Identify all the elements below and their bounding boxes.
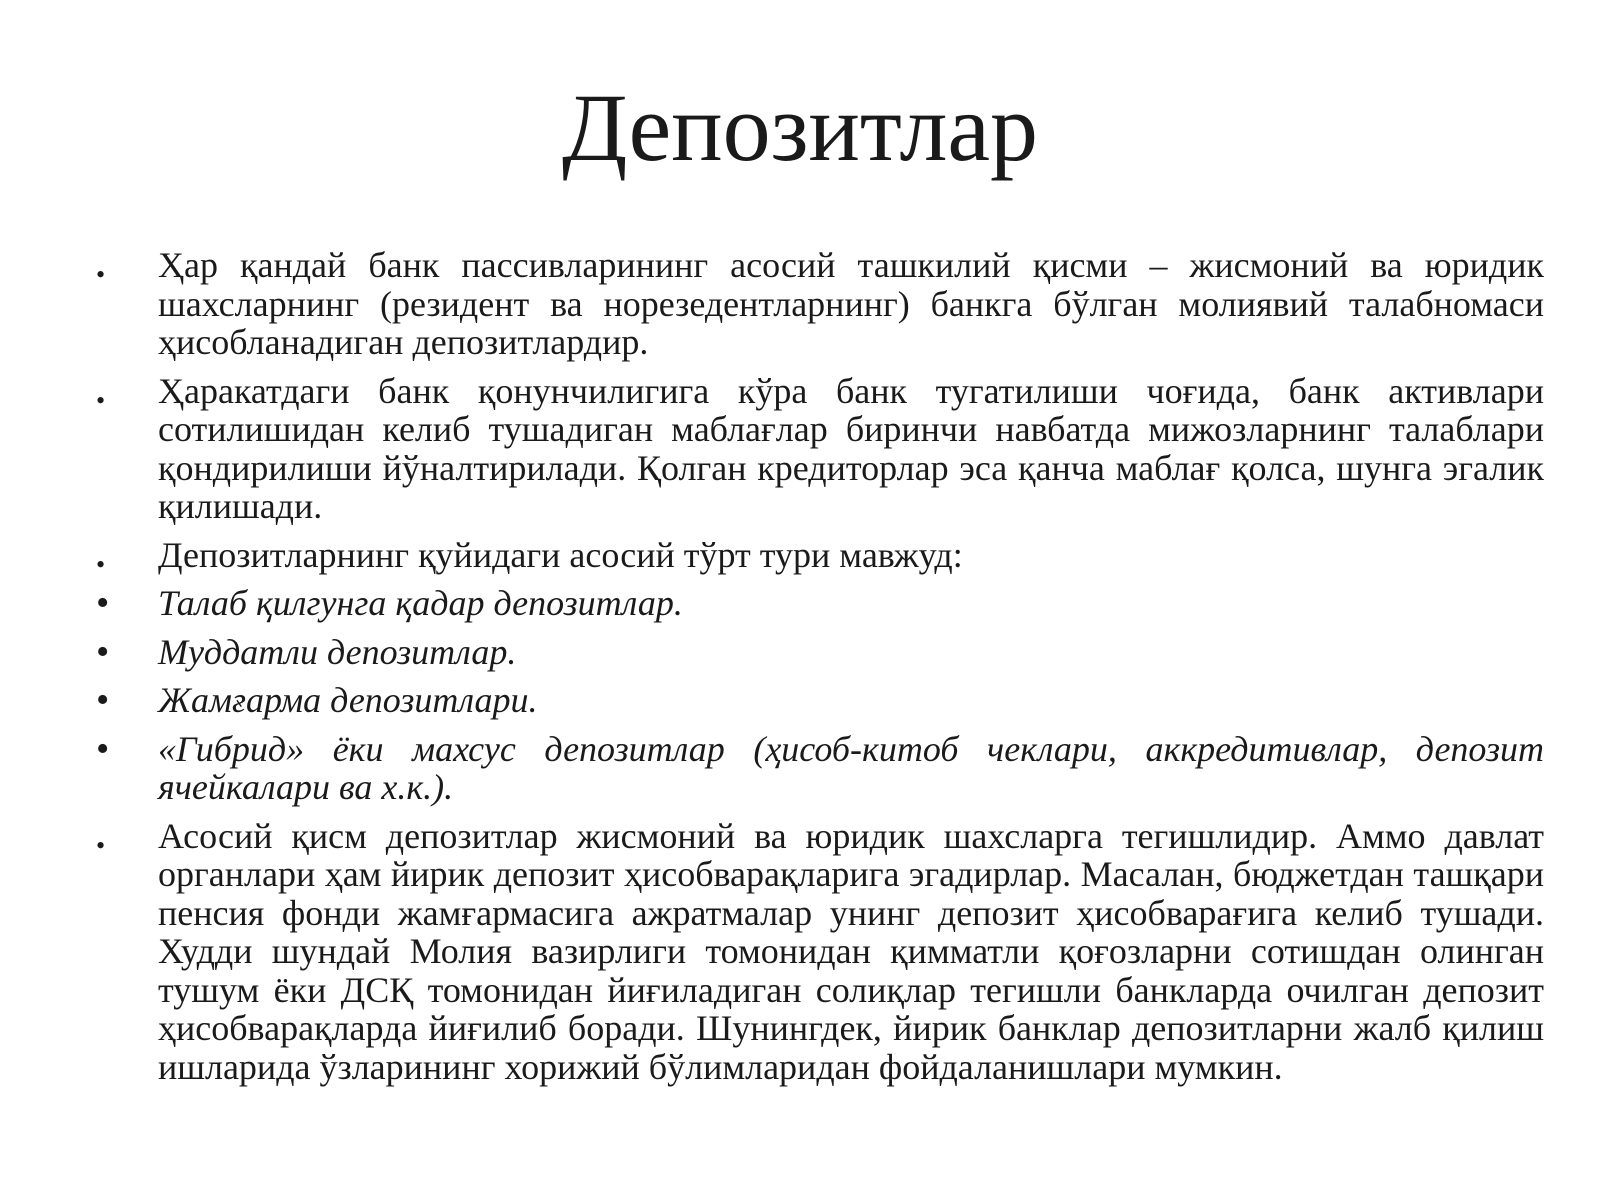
item-text: Ҳаракатдаги банк қонунчилигига кўра банк тугатилиши чоғида, банк активлари сотилишидан келиб тушадиган маблағлар биринчи навбатда мижозларнинг талаблари қондирилиши йўналтирилади. Қолган кредиторлар эса қанча маблағ қолса, шунга эгалик қилишади. [158,370,1544,526]
item-text: Жамғарма депозитлари. [158,680,538,720]
bullet-icon [96,536,136,579]
bullet-icon [96,817,136,860]
bullet-icon [96,633,136,672]
list-item [96,730,1544,807]
item-text: Асосий қисм депозитлар жисмоний ва юридик шахсларга тегишлидир. Аммо давлат органлари ҳам йирик депозит ҳисобварақларига эгадирлар. Масалан, бюджетдан ташқари пенсия фонди жамғармасига ажратмалар унинг депозит ҳисобварағига келиб тушади. Худди шундай Молия вазирлиги томонидан қимматли қоғозларни сотишдан олинган тушум ёки ДСҚ томонидан йиғиладиган солиқлар тегишли банкларда очилган депозит ҳисобварақларда йиғилиб боради. Шунингдек, йирик банклар депозитларни жалб қилиш ишларида ўзларининг хорижий бўлимларидан фойдаланишлари мумкин. [158,815,1544,1087]
list-item [96,633,1544,672]
item-text: Талаб қилгунга қадар депозитлар. [158,583,683,623]
bullet-list [96,246,1544,1096]
item-text: Ҳар қандай банк пассивларининг асосий ташкилий қисми – жисмоний ва юридик шахсларнинг (резидент ва норезедентларнинг) банкга бўлган молиявий талабномаси ҳисобланадиган депозитлардир. [158,245,1544,362]
list-item [96,372,1544,526]
bullet-icon [96,730,136,769]
bullet-icon [96,584,136,623]
list-item [96,584,1544,623]
list-item [96,681,1544,720]
bullet-icon [96,681,136,720]
item-text: «Гибрид» ёки махсус депозитлар (ҳисоб-китоб чеклари, аккредитивлар, депозит ячейкалари ва х.к.). [158,728,1544,807]
item-text: Муддатли депозитлар. [158,631,517,672]
bullet-icon [96,372,136,415]
slide-title: Депозитлар [561,74,1038,181]
bullet-icon [96,246,136,289]
item-text: Депозитларнинг қуйидаги асосий тўрт тури мавжуд: [158,534,963,575]
list-item [96,817,1544,1087]
list-item [96,246,1544,362]
list-item [96,536,1544,575]
